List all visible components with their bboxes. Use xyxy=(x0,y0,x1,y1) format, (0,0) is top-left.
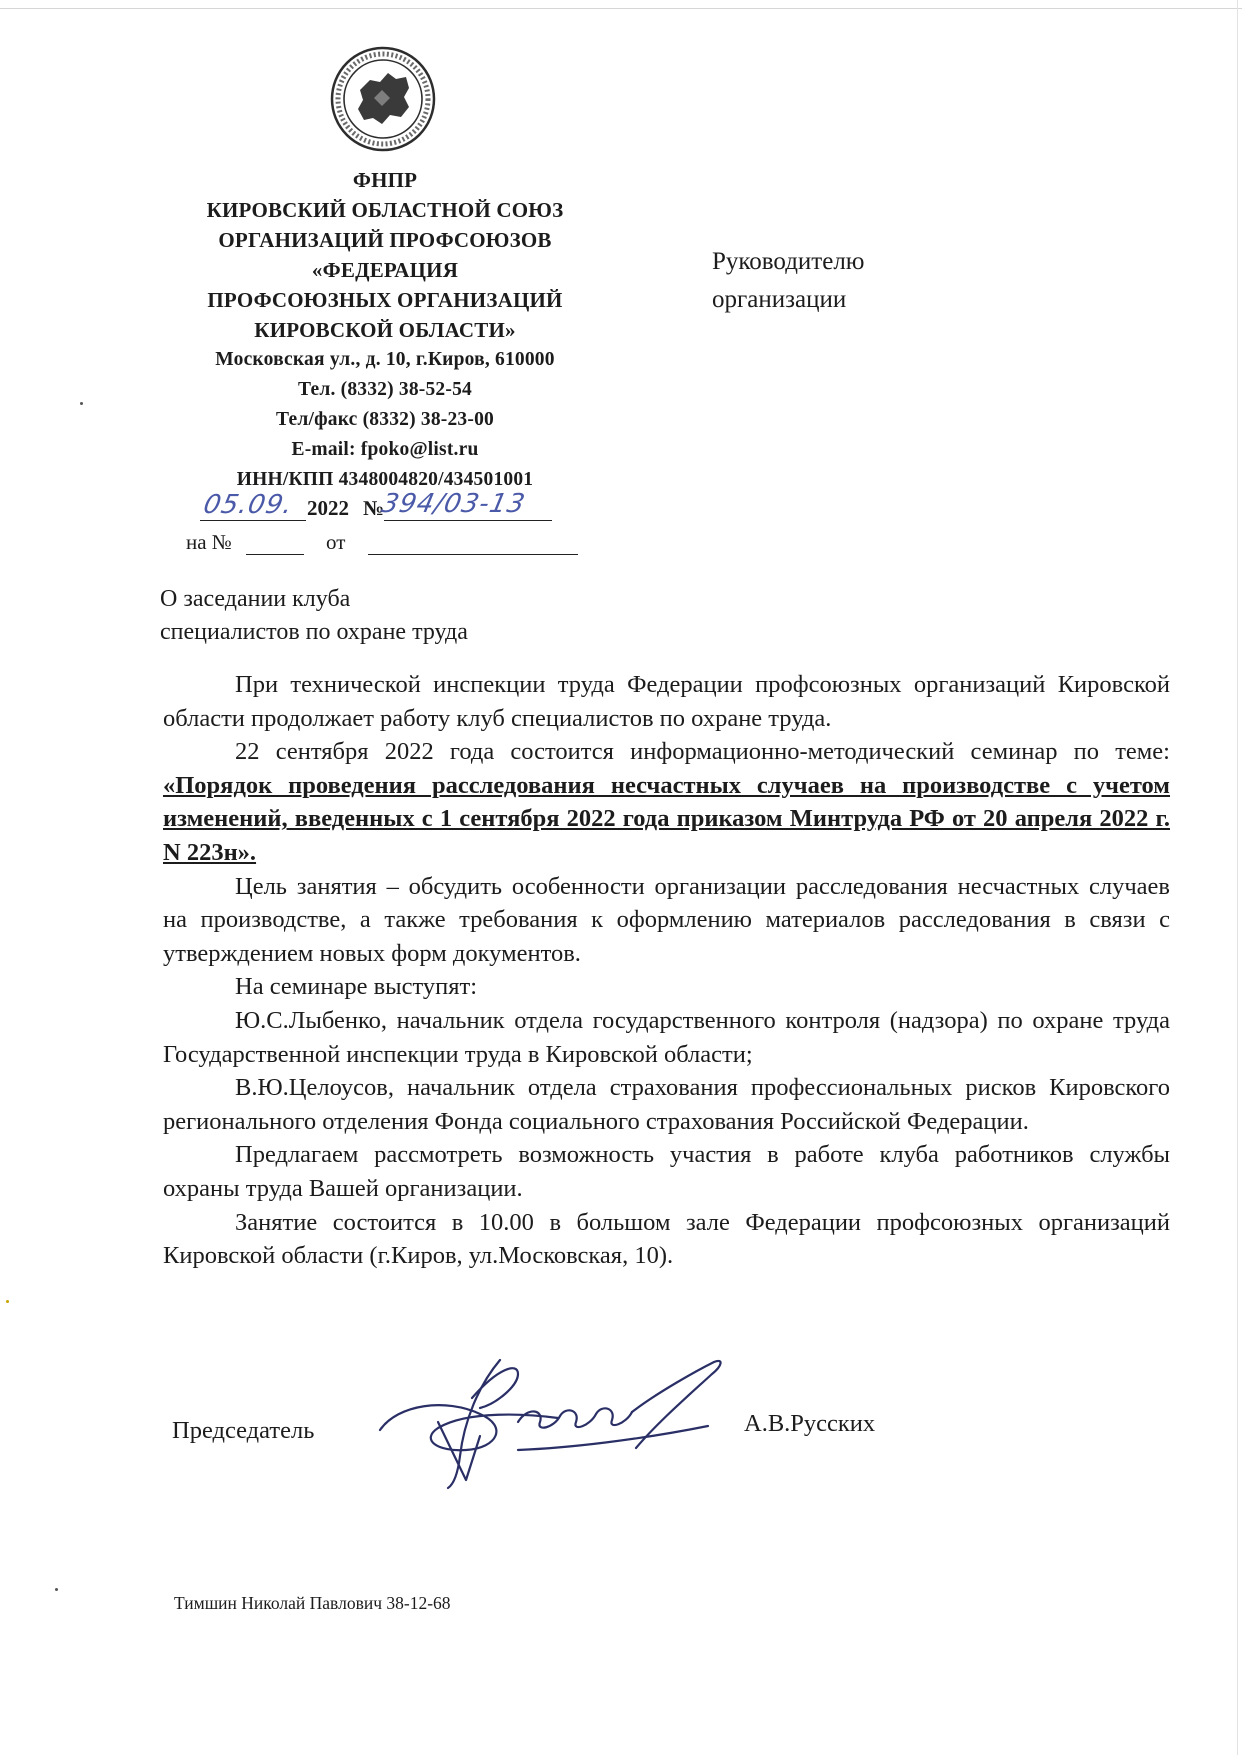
scan-speck xyxy=(55,1588,58,1591)
signatory-role: Председатель xyxy=(172,1417,315,1444)
body-paragraph-2 xyxy=(163,735,1170,869)
executor-contact: Тимшин Николай Павлович 38-12-68 xyxy=(174,1593,451,1613)
header-line-federation-1: «ФЕДЕРАЦИЯ xyxy=(311,258,459,282)
header-line-fnpr: ФНПР xyxy=(352,168,418,192)
header-line-federation-3: КИРОВСКОЙ ОБЛАСТИ» xyxy=(254,318,516,342)
body-paragraph-1: При технической инспекции труда Федерации профсоюзных организаций Кировской области продолжает работу клуб специалистов по охране труда. xyxy=(163,671,1170,732)
letter-subject xyxy=(160,583,468,649)
scan-edge-right xyxy=(1237,0,1238,1755)
reference-label: на № xyxy=(186,530,232,554)
addressee-block xyxy=(712,243,864,319)
addressee-line-2: организации xyxy=(712,286,847,313)
signatory-name: А.В.Русских xyxy=(744,1410,876,1437)
organization-header xyxy=(150,165,620,495)
body-paragraph-7: Предлагаем рассмотреть возможность участия в работе клуба работников службы охраны труда Вашей организации. xyxy=(163,1141,1170,1202)
header-address: Московская ул., д. 10, г.Киров, 610000 xyxy=(215,349,555,370)
body-paragraph-5: Ю.С.Лыбенко, начальник отдела государственного контроля (надзора) по охране труда Государственной инспекции труда в Кировской области; xyxy=(163,1006,1170,1068)
union-emblem-logo xyxy=(330,46,436,152)
body-paragraph-3: Цель занятия – обсудить особенности организации расследования несчастных случаев на производстве, а также требования к оформлению материалов расследования в связи с утверждением новых форм документов. xyxy=(163,872,1170,967)
body-paragraph-6: В.Ю.Целоусов, начальник отдела страхования профессиональных рисков Кировского регионального отделения Фонда социального страхования Российской Федерации. xyxy=(163,1074,1170,1135)
handwritten-date: 05.09. xyxy=(200,490,296,520)
handwritten-signature xyxy=(368,1352,758,1490)
subject-line-1: О заседании клуба xyxy=(160,586,351,612)
reference-line xyxy=(186,530,586,560)
letter-body xyxy=(163,668,1170,1273)
scan-speck xyxy=(80,402,83,405)
header-line-union-2: ОРГАНИЗАЦИЙ ПРОФСОЮЗОВ xyxy=(218,228,552,252)
header-phone: Тел. (8332) 38-52-54 xyxy=(298,379,472,400)
outgoing-number-label: № xyxy=(363,496,385,520)
handwritten-number: 394/03-13 xyxy=(378,489,529,519)
subject-line-2: специалистов по охране труда xyxy=(160,619,468,645)
header-email: E-mail: fpoko@list.ru xyxy=(291,439,479,460)
outgoing-year: 2022 xyxy=(307,496,349,520)
scan-edge-top xyxy=(0,8,1242,9)
outgoing-date-number xyxy=(200,489,560,525)
header-line-union-1: КИРОВСКИЙ ОБЛАСТНОЙ СОЮЗ xyxy=(206,198,564,222)
header-inn-kpp: ИНН/КПП 4348004820/434501001 xyxy=(236,469,534,490)
seminar-topic: «Порядок проведения расследования несчастных случаев на производстве с учетом изменений, введенных с 1 сентября 2022 года приказом Минтруда РФ от 20 апреля 2022 г. N 223н». xyxy=(163,771,1170,866)
header-fax: Тел/факс (8332) 38-23-00 xyxy=(276,409,494,430)
header-line-federation-2: ПРОФСОЮЗНЫХ ОРГАНИЗАЦИЙ xyxy=(207,288,563,312)
body-paragraph-4: На семинаре выступят: xyxy=(235,973,478,1001)
addressee-line-1: Руководителю xyxy=(712,248,865,275)
body-paragraph-8: Занятие состоится в 10.00 в большом зале Федерации профсоюзных организаций Кировской области (г.Киров, ул.Московская, 10). xyxy=(163,1208,1170,1270)
scan-speck xyxy=(6,1300,9,1303)
seminar-intro: 22 сентября 2022 года состоится информационно-методический семинар по теме: xyxy=(235,738,1170,766)
reference-from-label: от xyxy=(326,530,346,554)
